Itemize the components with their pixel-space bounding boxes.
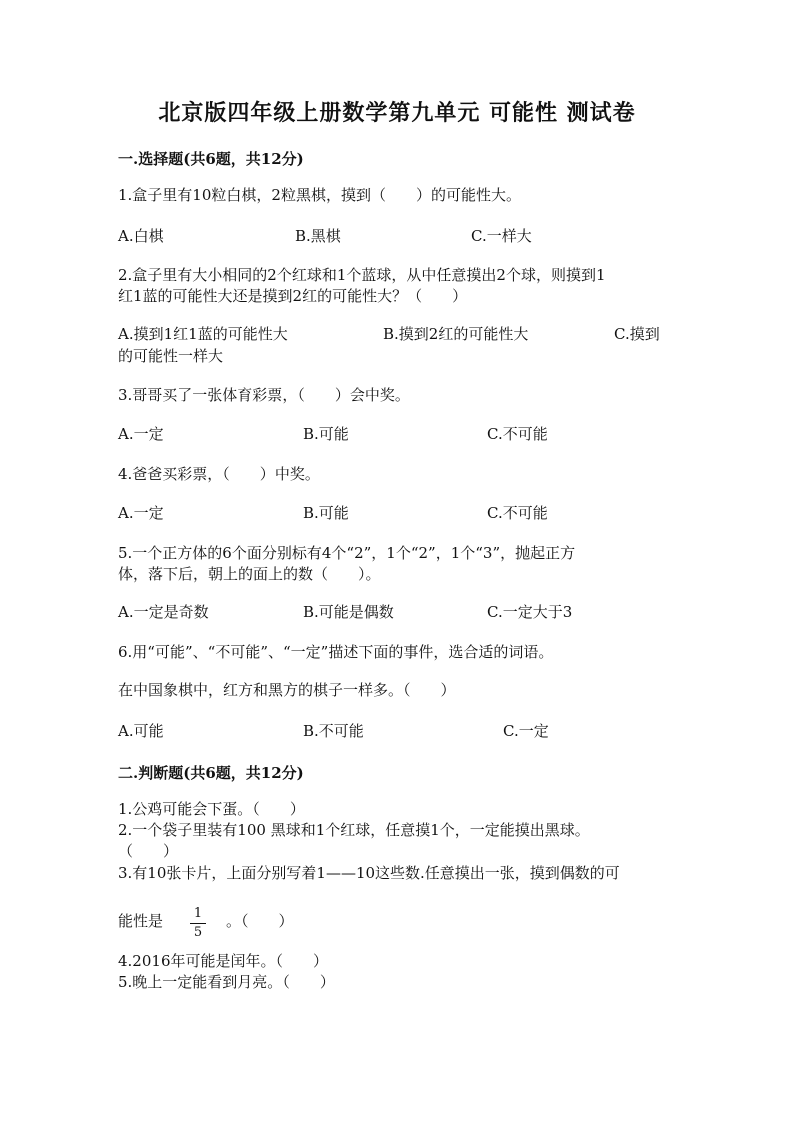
q3-option-b: B.可能: [303, 425, 349, 443]
judgment-1: 1.公鸡可能会下蛋。（ ）: [118, 800, 305, 818]
section-heading-choice: 一.选择题(共6题，共12分): [118, 150, 304, 168]
fraction-denominator: 5: [193, 925, 203, 940]
judgment-4: 4.2016年可能是闰年。（ ）: [118, 952, 328, 970]
judgment-3-suffix: 。（ ）: [226, 912, 294, 930]
judgment-3-prefix: 能性是: [118, 912, 164, 930]
judgment-5: 5.晚上一定能看到月亮。（ ）: [118, 973, 335, 991]
q6-option-b: B.不可能: [303, 722, 364, 740]
question-5-stem-line2: 体，落下后，朝上的面上的数（ ）。: [118, 565, 381, 583]
question-2-stem-line2: 红1蓝的可能性大还是摸到2红的可能性大？（ ）: [118, 287, 468, 305]
question-6-stem-line2: 在中国象棋中，红方和黑方的棋子一样多。（ ）: [118, 681, 456, 699]
q1-option-b: B.黑棋: [295, 227, 341, 245]
q4-option-b: B.可能: [303, 504, 349, 522]
q3-option-c: C.不可能: [487, 425, 548, 443]
fraction-one-fifth: [190, 906, 206, 941]
question-5-stem-line1: 5.一个正方体的6个面分别标有4个“2”，1个“2”，1个“3”，抛起正方: [118, 544, 576, 562]
q4-option-c: C.不可能: [487, 504, 548, 522]
q5-option-c: C.一定大于3: [487, 603, 573, 621]
q1-option-c: C.一样大: [471, 227, 532, 245]
question-1-stem: 1.盒子里有10粒白棋，2粒黑棋，摸到（ ）的可能性大。: [118, 186, 521, 204]
q2-option-a: A.摸到1红1蓝的可能性大: [118, 325, 288, 343]
question-4-stem: 4.爸爸买彩票，（ ）中奖。: [118, 465, 320, 483]
q3-option-a: A.一定: [118, 425, 164, 443]
q1-option-a: A.白棋: [118, 227, 164, 245]
question-6-stem-line1: 6.用“可能”、“不可能”、“一定”描述下面的事件，选合适的词语。: [118, 643, 554, 661]
q2-option-b: B.摸到2红的可能性大: [383, 325, 529, 343]
question-3-stem: 3.哥哥买了一张体育彩票，（ ）会中奖。: [118, 386, 410, 404]
judgment-2-line1: 2.一个袋子里装有100 黑球和1个红球，任意摸1个，一定能摸出黑球。: [118, 821, 590, 839]
judgment-2-line2: （ ）: [118, 842, 179, 860]
q2-option-c: C.摸到: [614, 325, 660, 343]
q5-option-a: A.一定是奇数: [118, 603, 209, 621]
q4-option-a: A.一定: [118, 504, 164, 522]
judgment-3-line1: 3.有10张卡片，上面分别写着1——10这些数.任意摸出一张，摸到偶数的可: [118, 864, 620, 882]
q6-option-c: C.一定: [503, 722, 549, 740]
question-2-stem-line1: 2.盒子里有大小相同的2个红球和1个蓝球，从中任意摸出2个球，则摸到1: [118, 266, 606, 284]
q5-option-b: B.可能是偶数: [303, 603, 394, 621]
q6-option-a: A.可能: [118, 722, 164, 740]
section-heading-judgment: 二.判断题(共6题，共12分): [118, 764, 304, 782]
q2-option-c-cont: 的可能性一样大: [118, 347, 224, 365]
page-title: 北京版四年级上册数学第九单元 可能性 测试卷: [158, 100, 636, 126]
fraction-numerator: 1: [190, 906, 206, 924]
